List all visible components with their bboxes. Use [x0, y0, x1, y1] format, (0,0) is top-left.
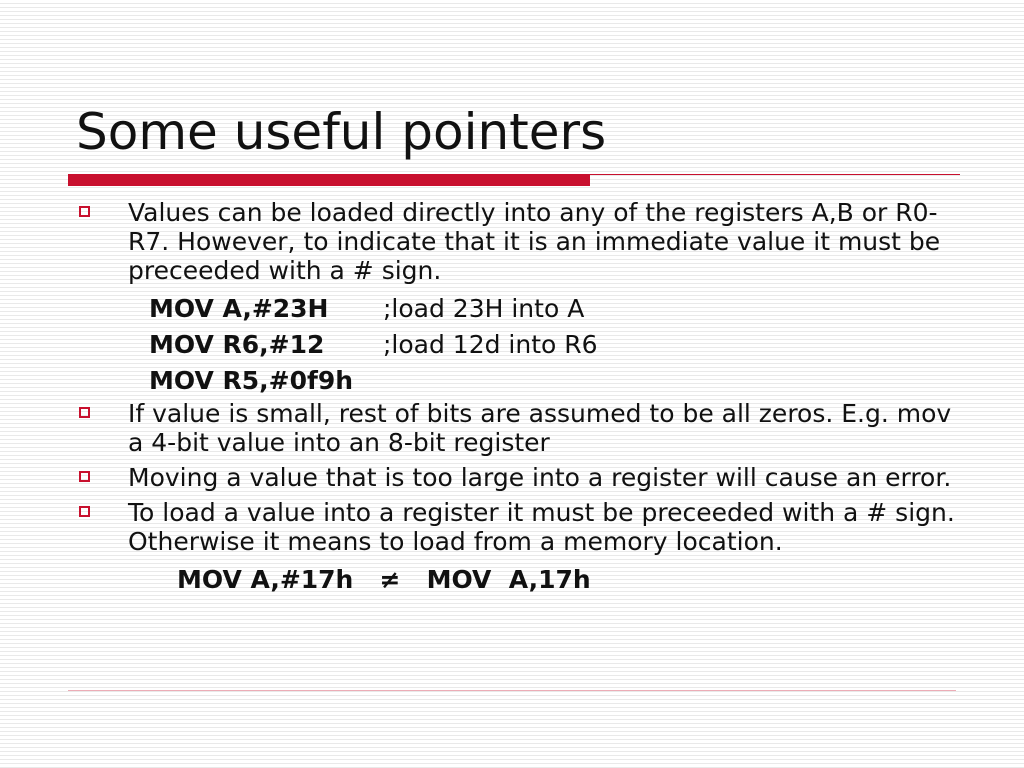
bullet-item	[76, 463, 956, 492]
bullet-text: Moving a value that is too large into a register will cause an error.	[128, 463, 952, 492]
slide-content	[76, 198, 956, 598]
footer-divider	[68, 690, 956, 691]
code-comment: ;load 12d into R6	[383, 330, 598, 359]
bullet-text: If value is small, rest of bits are assumed to be all zeros. E.g. mov a 4-bit value into an 8-bit register	[128, 399, 952, 457]
code-comment: ;load 23H into A	[383, 294, 585, 323]
code-line	[76, 291, 956, 327]
code-instruction: MOV R5,#0f9h	[149, 366, 354, 395]
bullet-text: To load a value into a register it must be preceeded with a # sign. Otherwise it means to load from a memory location.	[128, 498, 955, 556]
square-bullet-icon	[79, 407, 90, 418]
bullet-item	[76, 498, 956, 556]
not-equal-symbol: ≠	[379, 565, 401, 594]
bullet-item	[76, 399, 956, 457]
code-line	[76, 363, 956, 399]
square-bullet-icon	[79, 506, 90, 517]
bullet-item	[76, 198, 956, 285]
comparison-left: MOV A,#17h	[177, 565, 354, 594]
code-instruction: MOV R6,#12	[149, 330, 325, 359]
comparison-line	[76, 562, 956, 598]
square-bullet-icon	[79, 471, 90, 482]
code-instruction: MOV A,#23H	[149, 294, 329, 323]
square-bullet-icon	[79, 206, 90, 217]
bullet-text: Values can be loaded directly into any of the registers A,B or R0-R7. However, to indicate that it is an immediate value it must be preceeded with a # sign.	[128, 198, 941, 285]
title-underline-thin	[590, 174, 960, 175]
title-underline-thick	[68, 174, 590, 186]
code-line	[76, 327, 956, 363]
comparison-right: MOV A,17h	[426, 565, 591, 594]
slide-title: Some useful pointers	[76, 103, 607, 161]
